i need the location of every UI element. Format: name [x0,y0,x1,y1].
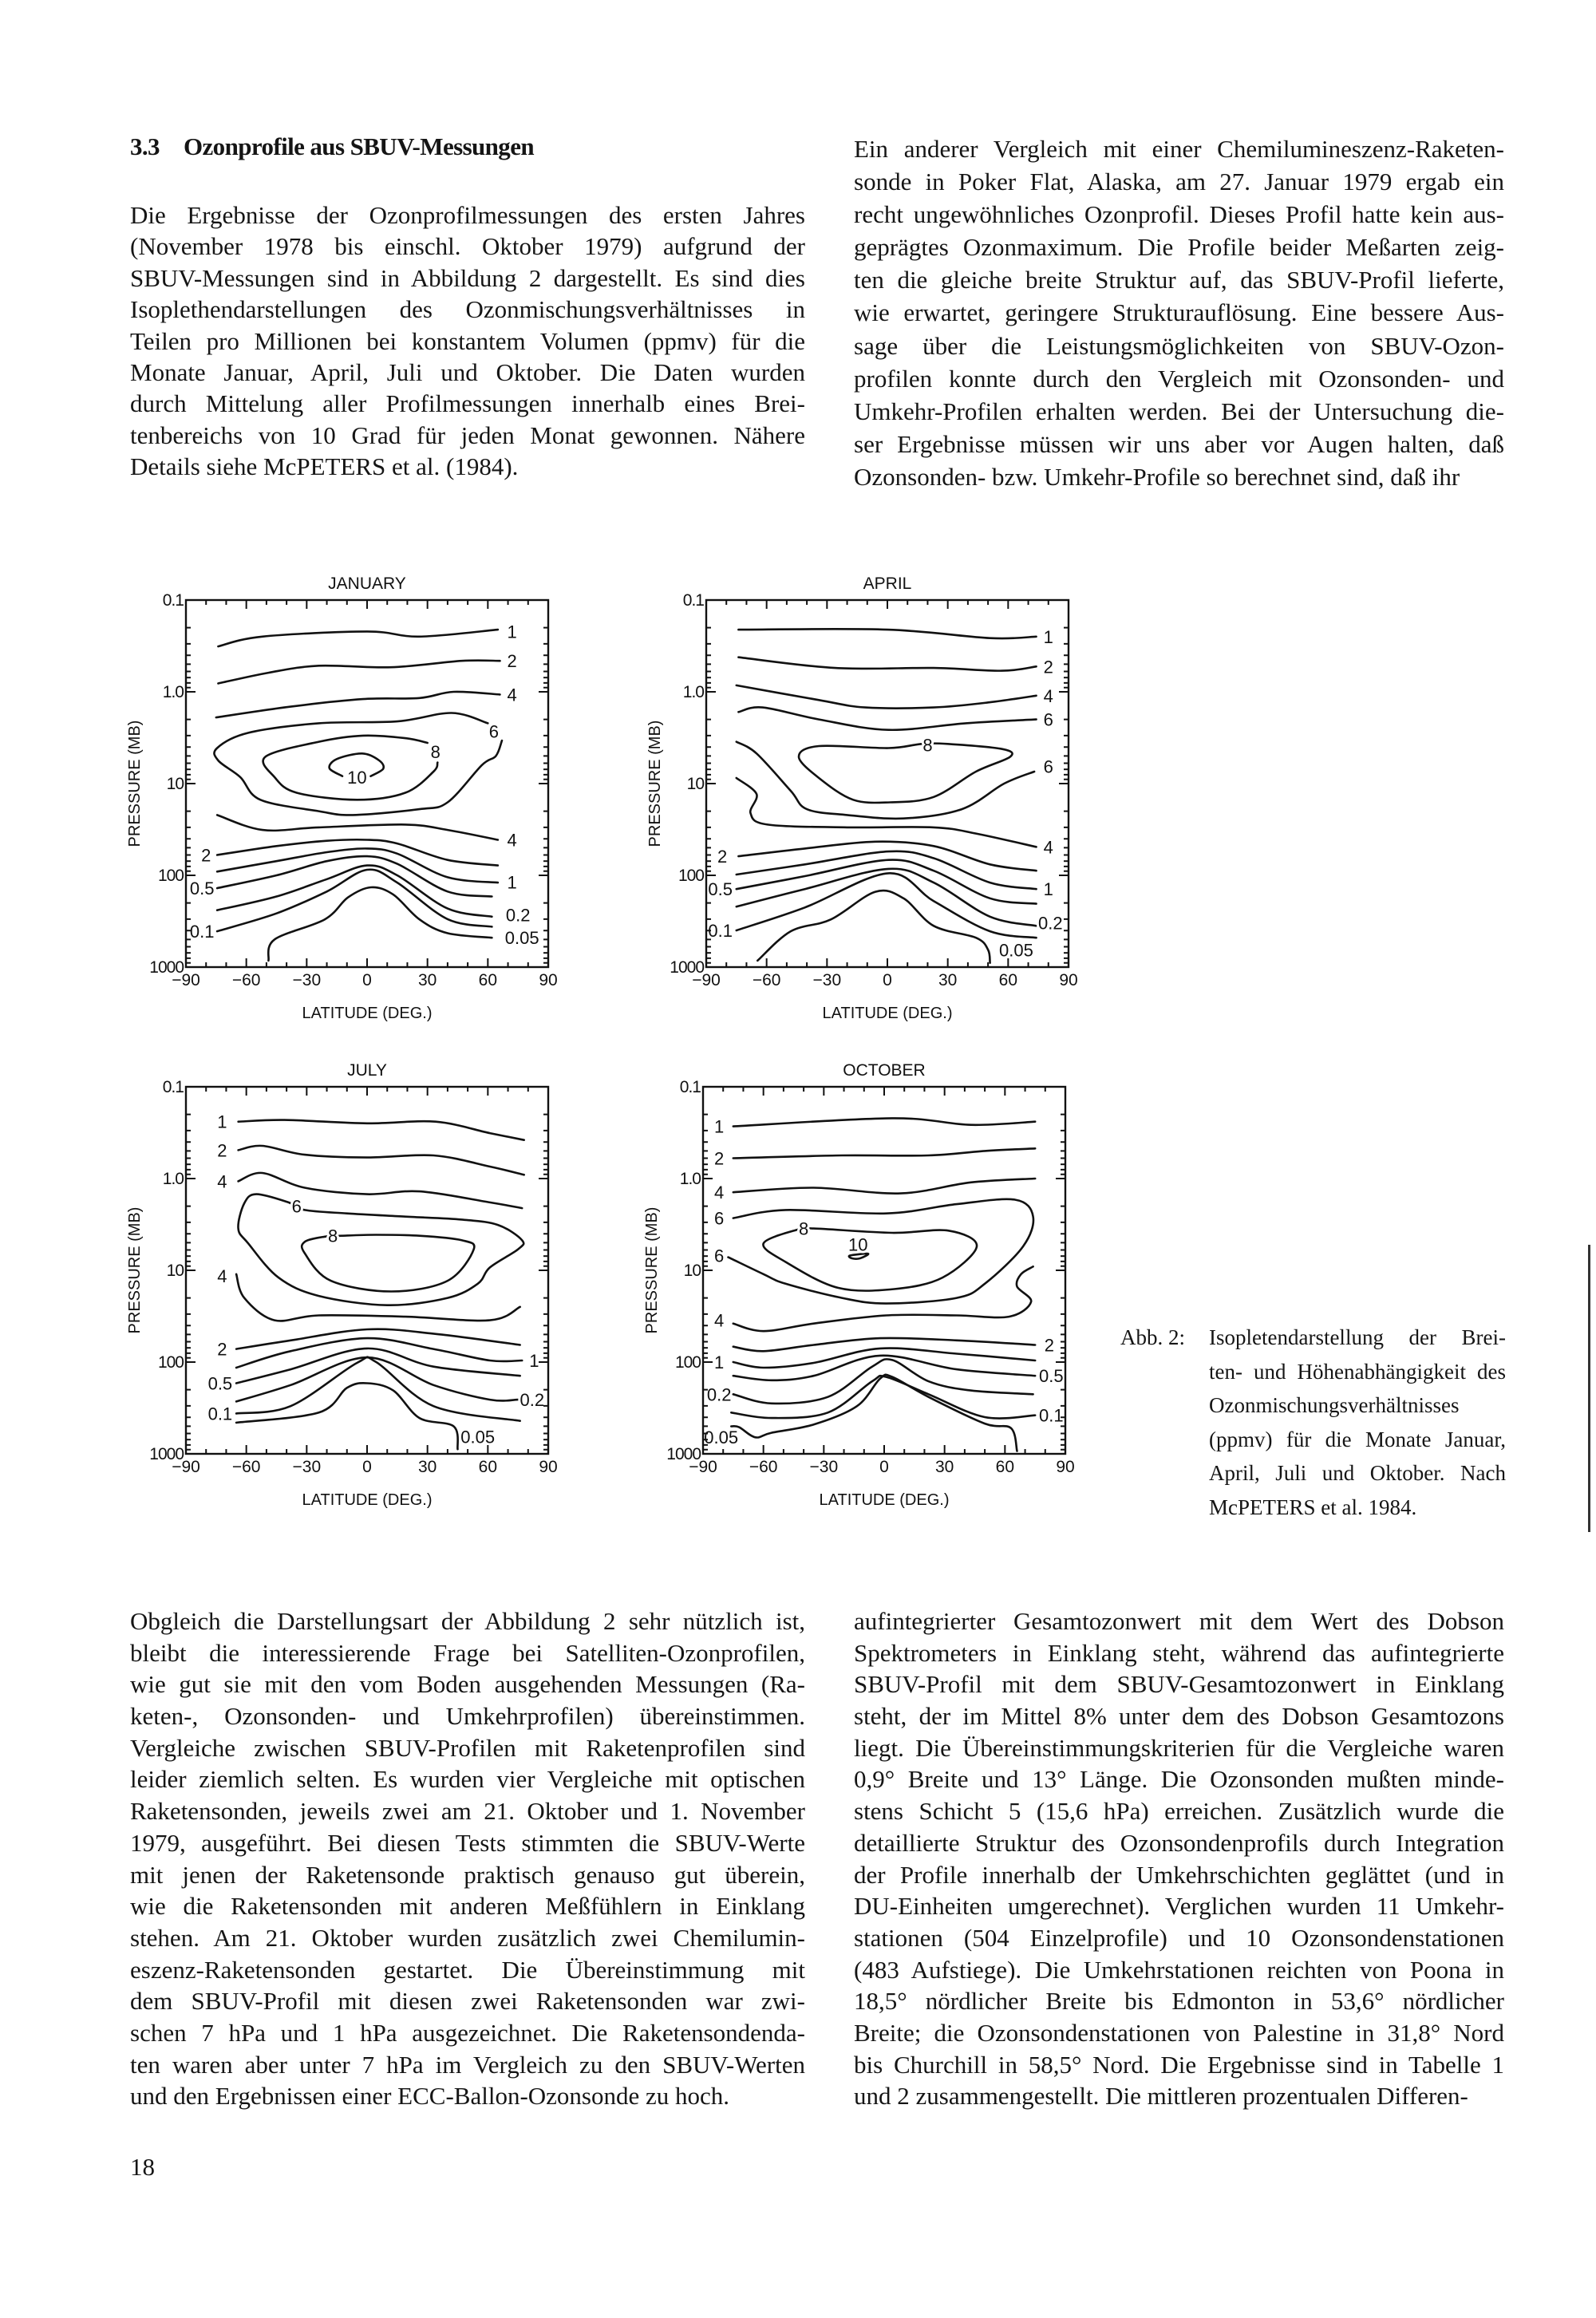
chart-april [634,560,1113,1055]
contour-label: 0.5 [708,879,733,900]
contour-line-1 [733,1118,1035,1126]
contour-line-2 [733,1148,1035,1158]
contour-line-8 [799,744,1013,803]
text-line: eszenz-Raketensonden gestartet. Die Übereinstimmung mit [130,1955,805,1984]
text-line: ser Ergebnisse müssen wir uns aber vor Augen halten, daß [854,429,1504,458]
contour-label: 6 [714,1246,725,1266]
contour-line-1 [737,851,1037,889]
text-line: Umkehr-Profilen erhalten werden. Bei der Untersuchung die- [854,397,1504,425]
contour-line-2 [218,661,500,684]
contour-line-8 [763,1228,977,1291]
text-line: Teilen pro Millionen bei konstantem Volumen (ppmv) für die [130,326,805,355]
contour-line-6 [737,742,1034,819]
x-tick-label: −30 [292,971,322,989]
x-tick-label: 60 [995,1458,1015,1476]
contour-lines [729,1118,1036,1451]
contour-label: 0.1 [1039,1405,1064,1426]
x-tick-label: 30 [934,1458,954,1476]
x-tick-label: −90 [172,1458,200,1476]
contour-label: 2 [1044,1335,1054,1356]
text-line: Monate Januar, April, Juli und Oktober. Die Daten wurden [130,357,805,386]
y-tick-label: 100 [678,867,704,885]
contour-label: 0.05 [504,928,539,949]
x-tick-label: 90 [539,1458,558,1476]
text-line: Ein anderer Vergleich mit einer Chemilumineszenz-Raketen- [854,135,1504,163]
chart-title: APRIL [863,575,912,593]
x-tick-label: −30 [809,1458,839,1476]
text-line: und 2 zusammengestellt. Die mittleren prozentualen Differen- [854,2082,1468,2111]
contour-label: 0.1 [708,920,733,941]
x-tick-label: 0 [362,1458,372,1476]
text-line: April, Juli und Oktober. Nach [1209,1461,1506,1486]
contour-label: 4 [714,1310,725,1331]
contour-line-1 [239,1120,524,1140]
text-line: wie erwartet, geringere Strukturauflösung. Eine bessere Aus- [854,298,1504,327]
x-tick-label: 30 [417,971,437,989]
x-tick-label: −60 [231,1458,261,1476]
contour-line-0.2 [737,869,1037,926]
contour-line-2 [217,839,498,865]
text-line: liegt. Die Übereinstimmungskriterien für die Vergleiche waren [854,1733,1504,1762]
contour-label: 2 [507,651,517,672]
x-tick-label: −60 [749,1458,778,1476]
text-line: ten waren aber unter 7 hPa im Vergleich zu den SBUV-Werten [130,2050,805,2079]
text-line: leider ziemlich selten. Es wurden vier Vergleiche mit optischen [130,1765,805,1794]
x-tick-label: 60 [478,1458,498,1476]
contour-label: 0.05 [999,940,1033,961]
contour-label: 2 [217,1140,227,1161]
x-tick-label: 60 [478,971,498,989]
contour-label: 1 [529,1350,539,1371]
text-line: (November 1978 bis einschl. Oktober 1979) aufgrund der [130,232,805,261]
contour-line-6 [729,1199,1033,1304]
contour-lines [236,1120,524,1450]
text-line: wie gut sie mit den vom Boden ausgehenden Messungen (Ra- [130,1670,805,1699]
y-tick-label: 1000 [149,1445,184,1463]
figure-caption-label: Abb. 2: [1120,1325,1185,1349]
contour-label: 0.5 [189,879,215,899]
text-line: ten die gleiche breite Struktur auf, das SBUV-Profil lieferte, [854,266,1504,294]
contour-label: 8 [327,1226,338,1246]
text-line: Ozonmischungsverhältnisses [1209,1393,1460,1418]
section-title: Ozonprofile aus SBUV-Messungen [184,132,535,160]
contour-line-1 [738,629,1036,638]
contour-label: 0.2 [505,905,531,926]
text-line: stens Schicht 5 (15,6 hPa) erreichen. Zusätzlich wurde die [854,1797,1504,1826]
chart-title: JULY [347,1061,387,1080]
x-tick-label: −90 [692,971,721,989]
x-tick-label: −60 [752,971,781,989]
contour-label: 1 [714,1352,725,1372]
y-axis-label: PRESSURE (MB) [646,720,664,847]
x-tick-label: 60 [998,971,1018,989]
text-line: SBUV-Messungen sind in Abbildung 2 dargestellt. Es sind dies [130,263,805,292]
text-line: sage über die Leistungsmöglichkeiten von SBUV-Ozon- [854,331,1504,360]
text-line: aufintegrierter Gesamtozonwert mit dem Wert des Dobson [854,1607,1504,1635]
x-tick-label: −30 [292,1458,322,1476]
text-line: Isopletendarstellung der Brei- [1209,1325,1506,1349]
text-line: bleibt die interessierende Frage bei Satelliten-Ozonprofilen, [130,1638,805,1667]
page-number: 18 [130,2153,155,2181]
contour-line-4 [217,815,498,839]
text-line: bis Churchill in 58,5° Nord. Die Ergebnisse sind in Tabelle 1 [854,2050,1504,2079]
section-number: 3.3 [130,132,160,160]
text-line: profilen konnte durch den Vergleich mit Ozonsonden- und [854,364,1504,393]
text-line: Isoplethendarstellungen des Ozonmischungsverhältnisses in [130,295,805,324]
contour-line-4 [737,778,1037,847]
contour-label: 1 [217,1112,227,1132]
contour-line-1 [218,630,498,646]
x-axis-label: LATITUDE (DEG.) [819,1491,950,1509]
right-column-body [854,1605,1504,2112]
text-line: steht, der im Mittel 8% unter dem des Dobson Gesamtozons [854,1702,1504,1731]
text-line: (ppmv) für die Monate Januar, [1209,1427,1506,1451]
text-line: dem SBUV-Profil mit diesen zwei Raketensonden war zwi- [130,1987,805,2016]
text-line: geprägtes Ozonmaximum. Die Profile beider Meßarten zeig- [854,233,1504,262]
x-tick-label: −30 [812,971,842,989]
contour-line-0.5 [217,856,492,896]
y-tick-label: 1000 [149,958,184,977]
text-line: keten-, Ozonsonden- und Umkehrprofilen) übereinstimmen. [130,1702,805,1731]
text-line: und den Ergebnissen einer ECC-Ballon-Ozonsonde zu hoch. [130,2082,730,2111]
text-line: recht ungewöhnliches Ozonprofil. Dieses Profil hatte kein aus- [854,200,1504,229]
contour-label: 1 [714,1116,725,1137]
contour-label: 2 [717,847,728,867]
x-axis-label: LATITUDE (DEG.) [302,1491,433,1509]
contour-line-0.5 [737,860,1037,904]
contour-label: 1 [507,622,517,642]
right-column-intro [854,132,1504,493]
contour-label: 4 [507,830,517,851]
contour-label: 2 [217,1339,227,1360]
contour-line-0.05 [236,1383,458,1449]
x-tick-label: −60 [231,971,261,989]
contour-label: 4 [217,1171,227,1192]
contour-line-6 [738,707,1036,729]
contour-line-4 [733,1266,1033,1331]
contour-line-2 [738,657,1036,671]
left-column-intro [130,199,805,483]
contour-label: 0.5 [1039,1366,1064,1387]
contour-label: 2 [201,845,211,866]
contour-label: 0.2 [519,1390,545,1411]
x-tick-label: 90 [539,971,558,989]
chart-title: JANUARY [328,575,406,593]
plot-frame [706,600,1069,967]
contour-line-2 [738,842,1036,871]
contour-line-0.05 [731,1375,1017,1451]
chart-july [114,1047,593,1542]
text-line: 0,9° Breite und 13° Länge. Die Ozonsonden mußten minde- [854,1765,1504,1794]
text-line: sonde in Poker Flat, Alaska, am 27. Januar 1979 ergab ein [854,168,1504,196]
text-line: der Profile innerhalb der Umkehrschichten geglättet (und in [854,1860,1504,1889]
x-tick-label: 90 [1059,971,1078,989]
chart-title: OCTOBER [843,1061,926,1080]
text-line: Obgleich die Darstellungsart der Abbildung 2 sehr nützlich ist, [130,1607,805,1635]
contour-label: 6 [488,721,500,742]
y-tick-label: 10 [686,775,704,793]
y-tick-label: 0.1 [162,1078,184,1096]
text-line: (483 Aufstiege). Die Umkehrstationen reichten von Poona in [854,1955,1504,1984]
contour-label: 10 [847,1234,868,1255]
contour-line-0.1 [731,1376,1035,1418]
contour-line-1 [733,1349,1035,1368]
contour-label: 2 [1043,657,1053,677]
y-tick-label: 10 [683,1262,701,1280]
y-axis-label: PRESSURE (MB) [643,1206,661,1334]
contour-label: 0.2 [706,1384,732,1405]
text-line: Vergleiche zwischen SBUV-Profilen mit Raketenprofilen sind [130,1733,805,1762]
text-line: Ozonsonden- bzw. Umkehr-Profile so berechnet sind, daß ihr [854,462,1460,491]
contour-label: 0.2 [1038,913,1063,934]
contour-line-4 [236,1274,520,1321]
contour-lines [214,630,502,961]
contour-label: 6 [714,1208,725,1229]
y-tick-label: 0.1 [679,1078,701,1096]
contour-line-0.2 [236,1357,518,1401]
text-line: ten- und Höhenabhängigkeit des [1209,1359,1506,1384]
x-tick-label: 0 [879,1458,889,1476]
contour-lines [737,629,1037,962]
contour-line-4 [733,1179,1035,1194]
y-tick-label: 100 [157,867,184,885]
y-tick-label: 1.0 [162,683,184,701]
text-line: detaillierte Struktur des Ozonsondenprofils durch Integration [854,1828,1504,1857]
text-line: Raketensonden, jeweils zwei am 21. Oktober und 1. November [130,1797,805,1826]
y-tick-label: 1.0 [682,683,704,701]
text-line: Spektrometers in Einklang steht, während das aufintegrierte [854,1638,1504,1667]
figure-caption [1209,1321,1506,1525]
contour-label: 1 [1043,626,1053,647]
text-line: tenbereichs von 10 Grad für jeden Monat gewonnen. Nähere [130,421,805,449]
text-line: schen 7 hPa und 1 hPa ausgezeichnet. Die Raketensondenda- [130,2018,805,2047]
contour-label: 4 [1043,837,1053,858]
contour-line-4 [239,1173,523,1208]
contour-label: 6 [1043,756,1053,777]
contour-label: 4 [1043,685,1053,706]
text-line: durch Mittelung aller Profilmessungen innerhalb eines Brei- [130,389,805,418]
text-line: stationen (504 Einzelprofile) und 10 Ozonsondenstationen [854,1923,1504,1952]
text-line: Die Ergebnisse der Ozonprofilmessungen des ersten Jahres [130,201,805,229]
contour-line-4 [737,685,1037,709]
contour-label: 8 [430,742,440,763]
y-tick-label: 10 [166,775,184,793]
y-axis-label: PRESSURE (MB) [126,1206,144,1334]
contour-label: 8 [798,1218,809,1239]
contour-label: 0.1 [207,1404,233,1424]
x-tick-label: 30 [938,971,958,989]
y-tick-label: 0.1 [682,591,704,610]
scan-margin-mark [1588,1245,1590,1532]
y-tick-label: 1.0 [162,1170,184,1188]
text-line: McPETERS et al. 1984. [1209,1495,1417,1519]
y-tick-label: 1000 [666,1445,701,1463]
x-tick-label: 0 [362,971,372,989]
text-line: SBUV-Profil mit dem SBUV-Gesamtozonwert in Einklang [854,1670,1504,1699]
contour-label: 0.05 [704,1428,739,1448]
x-tick-label: 0 [883,971,892,989]
contour-label: 0.5 [207,1373,233,1394]
text-line: 1979, ausgeführt. Bei diesen Tests stimmten die SBUV-Werte [130,1828,805,1857]
text-line: wie die Raketensonden mit anderen Meßfühlern in Einklang [130,1892,805,1921]
contour-label: 4 [217,1266,227,1286]
contour-label: 1 [1043,879,1053,900]
contour-label: 10 [347,767,367,788]
text-line: DU-Einheiten umgerechnet). Verglichen wurden 11 Umkehr- [854,1892,1504,1921]
x-tick-label: 30 [417,1458,437,1476]
text-line: 18,5° nördlicher Breite bis Edmonton in 53,6° nördlicher [854,1987,1504,2016]
text-line: Details siehe McPETERS et al. (1984). [130,452,519,481]
plot-frame [186,600,548,967]
plot-frame [186,1087,548,1454]
y-axis-label: PRESSURE (MB) [126,720,144,847]
y-tick-label: 0.1 [162,591,184,610]
y-tick-label: 10 [166,1262,184,1280]
y-tick-label: 100 [157,1353,184,1372]
contour-line-0.2 [217,866,492,917]
x-axis-label: LATITUDE (DEG.) [822,1005,953,1022]
x-axis-label: LATITUDE (DEG.) [302,1005,433,1022]
contour-line-0.2 [733,1359,1033,1404]
contour-label: 8 [922,735,933,756]
y-tick-label: 1.0 [679,1170,701,1188]
text-line: mit jenen der Raketensonde praktisch genauso gut überein, [130,1860,805,1889]
contour-line-0.05 [268,887,492,961]
x-tick-label: −90 [689,1458,717,1476]
contour-line-2 [239,1146,524,1175]
contour-label: 6 [1043,709,1053,730]
chart-january [114,560,593,1055]
contour-line-6 [238,1195,523,1305]
left-column-body [130,1605,805,2112]
text-line: Breite; die Ozonsondenstationen von Palestine in 31,8° Nord [854,2018,1504,2047]
contour-label: 2 [714,1148,725,1169]
x-tick-label: 90 [1056,1458,1075,1476]
contour-line-0.05 [757,890,990,963]
contour-label: 4 [714,1183,725,1203]
contour-label: 1 [507,872,517,893]
text-line: stehen. Am 21. Oktober wurden zusätzlich zwei Chemilumin- [130,1923,805,1952]
contour-line-1 [217,848,498,883]
contour-label: 0.05 [460,1427,496,1447]
y-tick-label: 1000 [670,958,704,977]
x-tick-label: −90 [172,971,200,989]
contour-label: 4 [507,685,517,705]
y-tick-label: 100 [674,1353,701,1372]
chart-october [631,1047,1110,1542]
contour-label: 6 [291,1196,302,1217]
contour-label: 0.1 [189,922,215,942]
